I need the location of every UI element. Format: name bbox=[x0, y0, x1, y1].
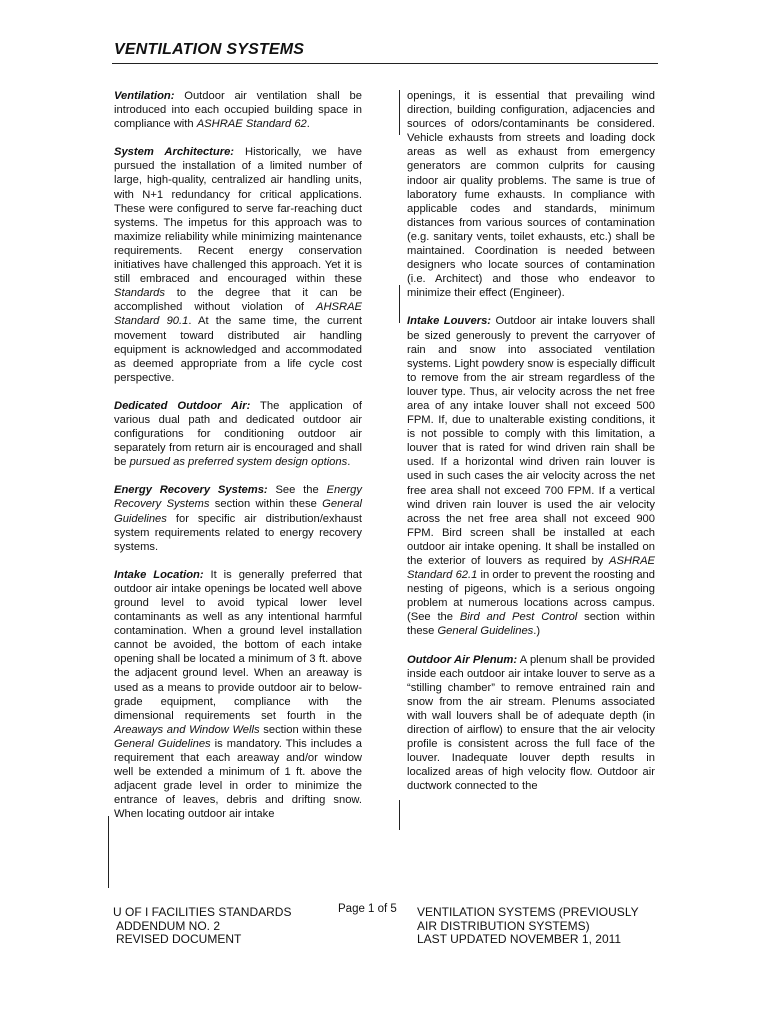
body-text: in order to prevent the roosting and nesting of pigeons, which is a serious ongoing problem at numerous locations across campus. (See the bbox=[407, 569, 656, 624]
standards-reference: Standards bbox=[114, 287, 165, 300]
body-text: . bbox=[347, 456, 351, 469]
revision-change-bar bbox=[399, 285, 400, 323]
body-text: section within these bbox=[407, 611, 655, 638]
standard-reference: AHSRAE Standard 90.1 bbox=[114, 301, 362, 328]
paragraph-dedicated-outdoor-air bbox=[114, 399, 362, 469]
body-text: is mandatory. This includes a requirement that each areaway and/or window well be extended a minimum of 1 ft. above the adjacent grade level in order to minimize the entrance of leaves, debris and drifting snow. When locating outdoor air intake bbox=[114, 737, 362, 821]
page-number: Page 1 of 5 bbox=[338, 903, 397, 915]
body-text: Historically, we have pursued the installation of a limited number of large, high-quality, centralized air handling units, with N+1 redundancy for critical applications. These were configured to serve far-reaching duct systems. The impetus for this approach was to maximize reliability while minimizing maintenance requirements. Recent energy conservation initiatives have challenged this approach. Yet it is still embraced and encouraged within these bbox=[114, 146, 362, 286]
paragraph-ventilation bbox=[114, 89, 362, 131]
header-divider bbox=[112, 63, 658, 64]
body-text: section within these bbox=[259, 723, 362, 736]
footer-facilities-standards: U OF I FACILITIES STANDARDS bbox=[113, 905, 292, 919]
body-text: See the bbox=[267, 484, 327, 497]
body-text: A plenum shall be provided inside each outdoor air intake louver to serve as a “stilling chamber” to remove entrained rain and snow from the air stream. Plenums associated with wall louvers shall be of adequate depth (in direction of airflow) to ensure that the air velocity profile is consistent across the full face of the louver. Inadequate louver depth results in localized areas of high velocity flow. Outdoor air ductwork connected to the bbox=[407, 653, 656, 793]
footer-last-updated: LAST UPDATED NOVEMBER 1, 2011 bbox=[417, 932, 622, 946]
left-column bbox=[114, 89, 362, 836]
paragraph-system-architecture bbox=[114, 145, 362, 385]
revision-change-bar bbox=[399, 90, 400, 135]
section-reference: Areaways and Window Wells bbox=[114, 723, 260, 736]
page-title: VENTILATION SYSTEMS bbox=[114, 41, 305, 58]
revision-change-bar bbox=[399, 800, 400, 830]
body-text: to the degree that it can be accomplished without violation of bbox=[114, 287, 362, 314]
paragraph-intake-louvers bbox=[407, 314, 655, 638]
footer-right bbox=[417, 906, 667, 947]
footer-section-subtitle: AIR DISTRIBUTION SYSTEMS) bbox=[417, 918, 590, 933]
guidelines-reference: General Guidelines bbox=[114, 498, 362, 525]
body-text: section within these bbox=[209, 498, 323, 511]
paragraph-intake-location-continued bbox=[407, 89, 655, 300]
footer-section-title: VENTILATION SYSTEMS (PREVIOUSLY bbox=[417, 905, 639, 919]
revision-change-bar bbox=[108, 816, 109, 888]
body-text: . At the same time, the current movement toward distributed air handling equipment is acknowledged and accommodated as deemed appropriate from a life cycle cost perspective. bbox=[114, 315, 362, 384]
section-reference: Bird and Pest Control bbox=[459, 611, 578, 624]
right-column bbox=[407, 89, 655, 808]
heading-outdoor-air-plenum: Outdoor Air Plenum: bbox=[407, 653, 518, 666]
body-text: Outdoor air intake louvers shall be sized generously to prevent the carryover of rain and snow into associated ventilation systems. Light powdery snow is especially difficult to remove from the air stream regardless of the louver type. Thus, air velocity across the net free area of any intake louver shall not exceed 500 FPM. If, due to unalterable existing conditions, it is not possible to comply with this limitation, a louver that is rated for wind driven rain shall be used. If a horizontal wind driven rain louver is used in such cases the air velocity across the net free area shall not exceed 700 FPM. If a vertical wind driven rain louver is used the air velocity across the net free area shall not exceed 900 FPM. Bird screen shall be installed at each outdoor air intake opening. It shall be installed on the exterior of louvers as required by bbox=[407, 315, 655, 567]
heading-intake-location: Intake Location: bbox=[114, 568, 204, 581]
heading-ventilation: Ventilation: bbox=[114, 90, 175, 102]
emphasis-text: pursued as preferred system design options bbox=[129, 456, 348, 469]
heading-intake-louvers: Intake Louvers: bbox=[407, 315, 492, 328]
body-text: The application of various dual path and dedicated outdoor air configurations for conditioning outdoor air separately from return air is encouraged and shall be bbox=[114, 399, 362, 469]
paragraph-intake-location bbox=[114, 568, 362, 822]
footer-revised: REVISED DOCUMENT bbox=[116, 932, 242, 946]
standard-reference: ASHRAE Standard 62 bbox=[196, 118, 307, 131]
footer-left bbox=[113, 906, 353, 947]
standard-reference: ASHRAE Standard 62.1 bbox=[407, 555, 655, 582]
body-text: openings, it is essential that prevailing wind direction, building configuration, adjacencies and sources of odors/contaminants be considered. Vehicle exhausts from streets and loading dock areas as well as exhaust from emergency generators are common culprits for causing indoor air quality problems. The same is true of laboratory fume exhausts. In compliance with applicable codes and standards, minimum distances from various sources of contamination (e.g. sanitary vents, toilet exhausts, etc.) shall be maintained. Coordination is needed between designers who locate sources of contamination (i.e. Architect) and those who endeavor to minimize their effect (Engineer). bbox=[407, 90, 655, 300]
paragraph-outdoor-air-plenum bbox=[407, 653, 655, 794]
body-text: .) bbox=[533, 625, 541, 638]
guidelines-reference: General Guidelines bbox=[114, 737, 211, 750]
section-reference: Energy Recovery Systems bbox=[114, 484, 362, 511]
guidelines-reference: General Guidelines bbox=[437, 625, 534, 638]
heading-system-architecture: System Architecture: bbox=[114, 146, 235, 159]
body-text: . bbox=[306, 118, 310, 131]
heading-energy-recovery: Energy Recovery Systems: bbox=[114, 484, 268, 497]
body-text: It is generally preferred that outdoor air intake openings be located well above ground level to avoid typical lower level contaminants as well as any intentional harmful contamination. When a ground level installation cannot be avoided, the bottom of each intake opening shall be located a minimum of 3 ft. above the adjacent ground level. When an areaway is used as a means to provide outdoor air to below-grade equipment, compliance with the dimensional requirements set fourth in the bbox=[114, 568, 363, 722]
paragraph-energy-recovery bbox=[114, 483, 362, 553]
body-text: for specific air distribution/exhaust system requirements related to energy recovery systems. bbox=[114, 512, 362, 553]
footer-addendum: ADDENDUM NO. 2 bbox=[116, 918, 221, 933]
heading-dedicated-outdoor-air: Dedicated Outdoor Air: bbox=[114, 399, 251, 412]
body-text: Outdoor air ventilation shall be introduced into each occupied building space in compliance with bbox=[114, 90, 362, 131]
